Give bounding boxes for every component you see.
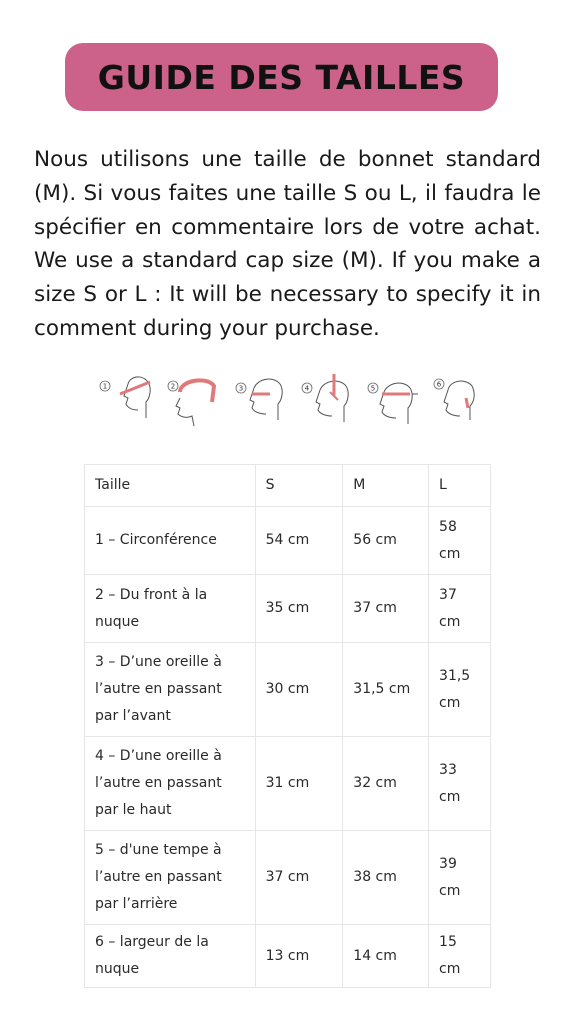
column-header: M [343,465,429,507]
figure-number: 1 [102,382,108,391]
size-l-value: 15 cm [429,925,491,988]
figure-number: 3 [238,384,244,393]
figure-number: 4 [304,384,310,393]
table-row [85,643,491,737]
table-row [85,831,491,925]
head-circumference-icon [100,377,150,418]
figure-number: 5 [370,384,376,393]
head-ear-to-ear-top-icon [302,374,348,422]
figure-number: 2 [170,382,176,391]
measure-label: 6 – largeur de la nuque [85,925,256,988]
size-m-value: 32 cm [343,737,429,831]
size-l-value: 37 cm [429,575,491,643]
measure-label: 2 – Du front à la nuque [85,575,256,643]
intro-text: Nous utilisons une taille de bonnet standard (M). Si vous faites une taille S ou L, il faudra le spécifier en commentaire lors de votre achat. We use a standard cap size (M). If you make a size S or L : It will be necessary to specify it in comment during your purchase. [34,147,541,341]
size-l-value: 31,5 cm [429,643,491,737]
size-s-value: 37 cm [255,831,343,925]
measure-label: 4 – D’une oreille à l’autre en passant par le haut [85,737,256,831]
measure-label: 3 – D’une oreille à l’autre en passant par l’avant [85,643,256,737]
size-m-value: 37 cm [343,575,429,643]
size-l-value: 33 cm [429,737,491,831]
size-s-value: 35 cm [255,575,343,643]
size-s-value: 54 cm [255,507,343,575]
size-m-value: 56 cm [343,507,429,575]
figure-number: 6 [436,380,442,389]
table-row [85,737,491,831]
size-table [84,464,491,988]
size-l-value: 58 cm [429,507,491,575]
size-m-value: 14 cm [343,925,429,988]
table-row [85,925,491,988]
measure-label: 1 – Circonférence [85,507,256,575]
measure-label: 5 – d'une tempe à l’autre en passant par l’arrière [85,831,256,925]
head-ear-to-ear-front-icon [236,379,282,420]
head-nape-width-icon [434,379,474,420]
size-s-value: 13 cm [255,925,343,988]
head-front-to-nape-icon [168,380,214,426]
column-header: Taille [85,465,256,507]
title-banner [65,43,498,111]
table-header-row [85,465,491,507]
column-header: S [255,465,343,507]
size-s-value: 31 cm [255,737,343,831]
measurement-figures [98,372,488,428]
size-m-value: 31,5 cm [343,643,429,737]
size-l-value: 39 cm [429,831,491,925]
column-header: L [429,465,491,507]
table-row [85,507,491,575]
table-row [85,575,491,643]
page-title: GUIDE DES TAILLES [97,57,466,97]
size-s-value: 30 cm [255,643,343,737]
size-m-value: 38 cm [343,831,429,925]
head-temple-to-temple-icon [368,383,418,424]
